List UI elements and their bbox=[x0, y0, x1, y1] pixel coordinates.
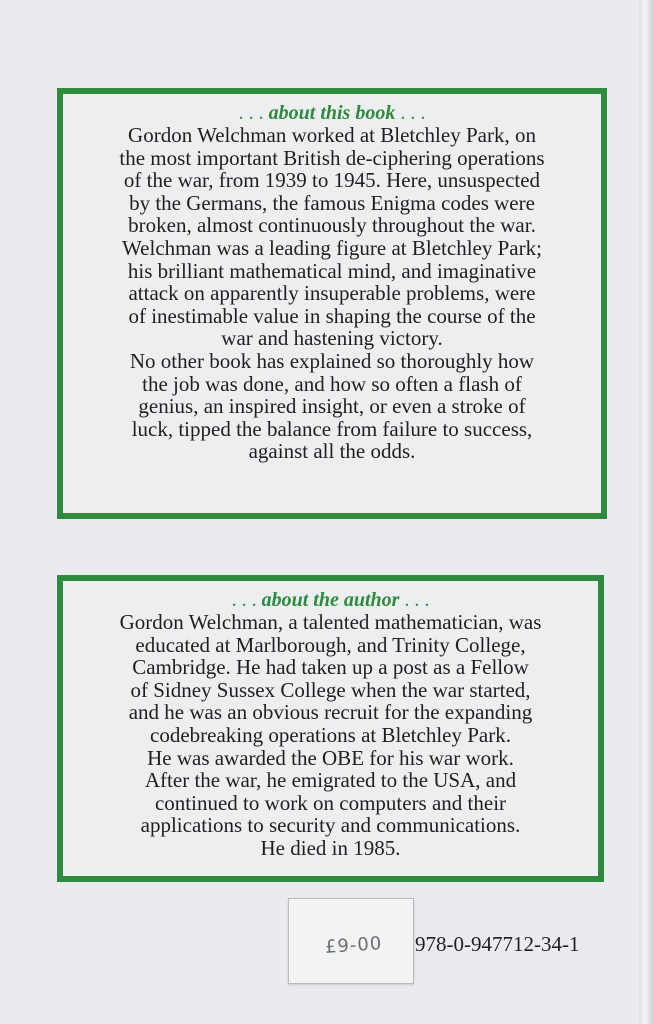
text-line: against all the odds. bbox=[248, 439, 416, 464]
about-author-box bbox=[57, 575, 604, 882]
text-line: and he was an obvious recruit for the expanding bbox=[128, 700, 533, 725]
text-line: of inestimable value in shaping the course of the bbox=[128, 303, 536, 328]
text-line: After the war, he emigrated to the USA, and bbox=[144, 768, 517, 793]
text-line: He was awarded the OBE for his war work. bbox=[147, 745, 514, 770]
dots: . . . bbox=[231, 589, 257, 611]
text-line: his brilliant mathematical mind, and imaginative bbox=[127, 258, 537, 283]
price-label: £9-00 bbox=[324, 933, 383, 958]
text-line: continued to work on computers and their bbox=[154, 790, 507, 815]
text-line: applications to security and communications. bbox=[140, 813, 521, 838]
text-line: the most important British de-ciphering operations bbox=[119, 145, 545, 170]
about-book-text bbox=[63, 124, 601, 463]
isbn: 978-0-947712-34-1 bbox=[415, 932, 580, 956]
cover-edge bbox=[639, 0, 653, 1024]
text-line: war and hastening victory. bbox=[221, 326, 443, 351]
heading-text: about this book bbox=[268, 102, 396, 124]
dots: . . . bbox=[238, 102, 264, 124]
text-line: the job was done, and how so often a flash of bbox=[142, 371, 522, 396]
dots: . . . bbox=[400, 102, 426, 124]
text-line: Gordon Welchman, a talented mathematician, was bbox=[119, 610, 542, 634]
text-line: genius, an inspired insight, or even a stroke of bbox=[138, 394, 526, 419]
text-line: He died in 1985. bbox=[260, 835, 401, 860]
about-author-text bbox=[63, 611, 598, 860]
text-line: of Sidney Sussex College when the war started, bbox=[130, 677, 531, 702]
text-line: luck, tipped the balance from failure to success, bbox=[131, 416, 533, 441]
about-author-heading bbox=[63, 589, 598, 611]
text-line: of the war, from 1939 to 1945. Here, unsuspected bbox=[123, 168, 541, 193]
dots: . . . bbox=[404, 589, 430, 611]
heading-text: about the author bbox=[261, 589, 400, 611]
about-book-box bbox=[57, 88, 607, 519]
text-line: Welchman was a leading figure at Bletchley Park; bbox=[122, 235, 542, 260]
about-book-heading bbox=[63, 102, 601, 124]
text-line: broken, almost continuously throughout the war. bbox=[128, 213, 536, 238]
text-line: educated at Marlborough, and Trinity College, bbox=[135, 632, 526, 657]
text-line: attack on apparently insuperable problems, were bbox=[128, 281, 536, 306]
text-line: by the Germans, the famous Enigma codes were bbox=[129, 190, 535, 215]
text-line: No other book has explained so thoroughly how bbox=[129, 348, 535, 373]
text-line: codebreaking operations at Bletchley Park. bbox=[150, 722, 511, 747]
price-sticker bbox=[288, 898, 414, 984]
text-line: Cambridge. He had taken up a post as a Fellow bbox=[132, 655, 529, 680]
text-line: Gordon Welchman worked at Bletchley Park, on bbox=[128, 123, 536, 147]
